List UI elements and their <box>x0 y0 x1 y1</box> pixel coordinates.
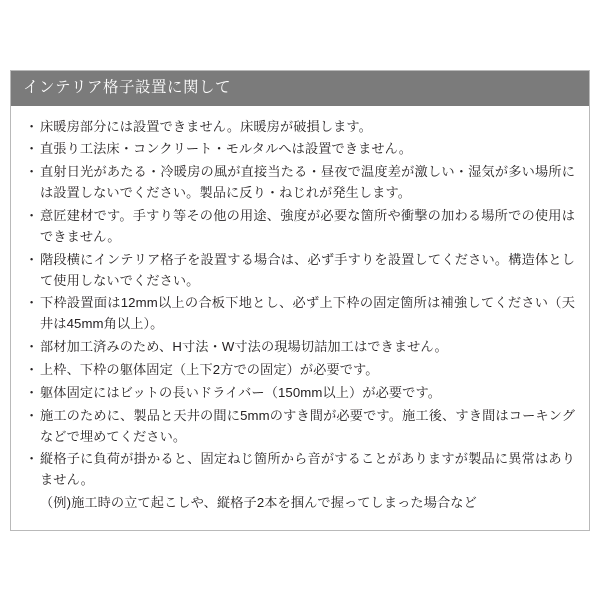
list-item <box>25 383 575 404</box>
notice-header-title: インテリア格子設置に関して <box>11 71 589 106</box>
list-item <box>25 117 575 138</box>
bullet-marker: ・ <box>25 407 39 423</box>
list-item <box>25 162 575 204</box>
list-item <box>25 406 575 448</box>
bullet-marker: ・ <box>25 251 39 267</box>
bullet-marker: ・ <box>25 339 39 355</box>
list-item-text: 階段横にインテリア格子を設置する場合は、必ず手すりを設置してください。構造体として使用しないでください。 <box>40 251 575 288</box>
list-item <box>25 139 575 160</box>
list-item-text: 直張り工法床・コンクリート・モルタルへは設置できません。 <box>40 141 413 157</box>
bullet-marker: ・ <box>25 384 39 400</box>
bullet-marker: ・ <box>25 141 39 157</box>
list-item <box>25 293 575 335</box>
list-item-text: （例)施工時の立て起こしや、縦格子2本を掴んで握ってしまった場合など <box>40 495 477 511</box>
list-item <box>25 449 575 491</box>
list-item-text: 上枠、下枠の躯体固定（上下2方での固定）が必要です。 <box>40 361 379 377</box>
list-item <box>25 360 575 381</box>
bullet-marker: ・ <box>25 118 39 134</box>
notice-list <box>25 117 575 514</box>
bullet-marker: ・ <box>25 164 39 180</box>
list-item-text: 意匠建材です。手すり等その他の用途、強度が必要な箇所や衝撃の加わる場所での使用はできません。 <box>40 207 575 244</box>
bullet-marker: ・ <box>25 207 39 223</box>
list-item <box>25 206 575 248</box>
list-item-text: 施工のために、製品と天井の間に5mmのすき間が必要です。施工後、すき間はコーキングなどで埋めてください。 <box>40 407 575 444</box>
notice-body <box>11 106 589 530</box>
notice-panel <box>10 70 590 531</box>
bullet-marker: ・ <box>25 361 39 377</box>
list-item-text: 躯体固定にはビットの長いドライバー（150mm以上）が必要です。 <box>40 384 441 400</box>
list-item-text: 直射日光があたる・冷暖房の風が直接当たる・昼夜で温度差が激しい・湿気が多い場所には設置しないでください。製品に反り・ねじれが発生します。 <box>40 164 575 201</box>
list-item-text: 部材加工済みのため、H寸法・W寸法の現場切詰加工はできません。 <box>40 339 448 355</box>
list-item <box>25 250 575 292</box>
list-item <box>25 337 575 358</box>
list-item-text: 縦格子に負荷が掛かると、固定ねじ箇所から音がすることがありますが製品に異常はありません。 <box>40 451 575 488</box>
bullet-marker: ・ <box>25 451 39 467</box>
list-item-text: 下枠設置面は12mm以上の合板下地とし、必ず上下枠の固定箇所は補強してください（天井は45mm角以上）。 <box>40 295 575 332</box>
list-item-example <box>25 493 575 514</box>
list-item-text: 床暖房部分には設置できません。床暖房が破損します。 <box>40 118 372 134</box>
bullet-marker: ・ <box>25 295 39 311</box>
